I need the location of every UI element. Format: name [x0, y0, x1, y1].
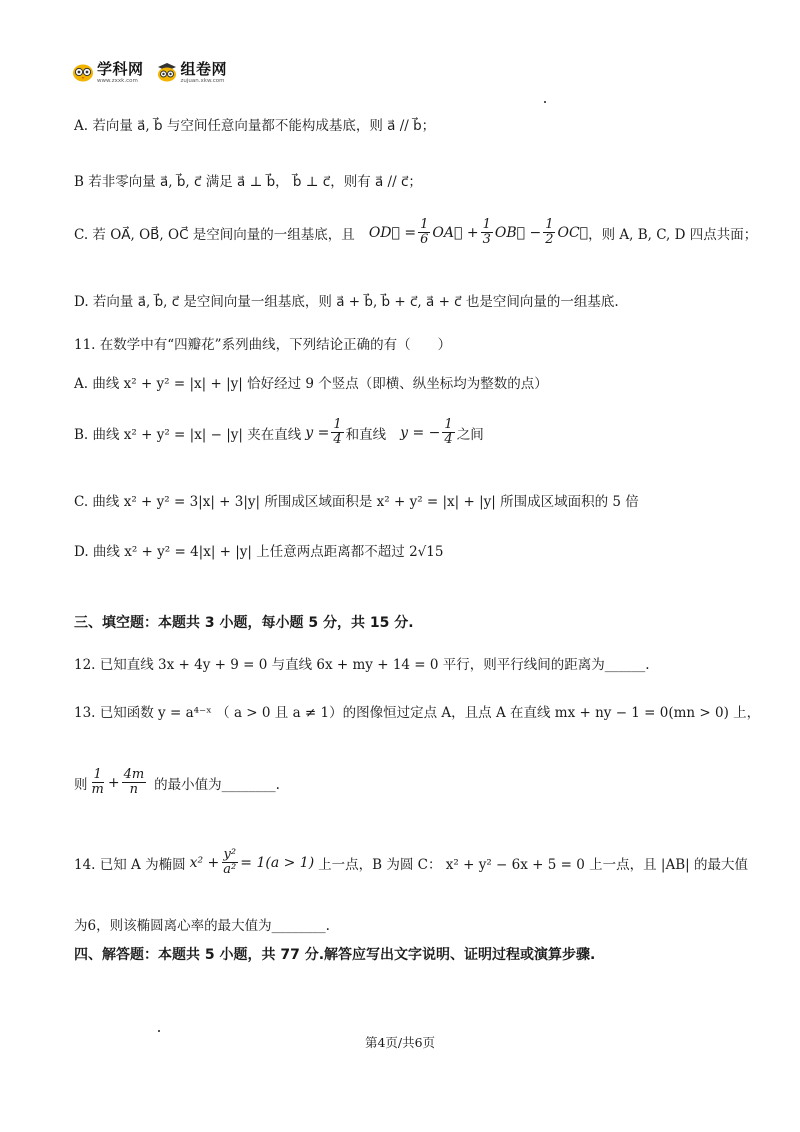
frac-den: 6: [420, 232, 429, 248]
logo1-name: 学科网: [97, 60, 144, 78]
q11-b-y1: y =: [305, 425, 330, 442]
q10-c-t2: OB⃗ −: [494, 225, 542, 242]
logo2-url: zujuan.xkw.com: [180, 78, 225, 84]
q14-post: 上一点，B 为圆 C： x² + y² − 6x + 5 = 0 上一点，且 |AB| 的最大值: [318, 857, 748, 874]
q11-option-c: C. 曲线 x² + y² = 3|x| + 3|y| 所围成区域面积是 x² + y² = |x| + |y| 所围成区域面积的 5 倍: [74, 494, 639, 510]
q11-b-frac1: [331, 418, 343, 448]
graduate-owl-icon: [156, 62, 178, 82]
frac-num: 1: [482, 217, 491, 232]
frac-num: 1: [420, 217, 429, 232]
q13-line2-post: 的最小值为________.: [154, 777, 280, 794]
q13-line2-pre: 则: [74, 777, 88, 794]
q10-option-a: A. 若向量 a⃗, b⃗ 与空间任意向量都不能构成基底，则 a⃗ // b⃗；: [74, 118, 436, 134]
frac-num: 1: [545, 217, 554, 232]
q14-frac: [221, 848, 238, 878]
q10-c-t1: OA⃗ +: [432, 225, 479, 242]
q11-b-post: 之间: [456, 427, 484, 444]
q14-eq-b: = 1(a > 1): [240, 855, 315, 872]
q14-pre: 14. 已知 A 为椭圆: [74, 857, 186, 874]
frac-den: n: [129, 782, 139, 798]
q10-c-pre: C. 若 OA⃗, OB⃗, OC⃗ 是空间向量的一组基底，且: [74, 227, 355, 244]
q13-line2: [74, 768, 280, 798]
q10-option-c: [74, 218, 757, 248]
q14-line2: 为6，则该椭圆离心率的最大值为________.: [74, 918, 330, 934]
frac-num: 1: [93, 767, 102, 782]
q11-option-b: [74, 418, 484, 448]
q10-c-post: ，则 A, B, C, D 四点共面；: [588, 227, 758, 244]
q10-c-frac1: [418, 218, 430, 248]
q12-text: 12. 已知直线 3x + 4y + 9 = 0 与直线 6x + my + 14 = 0 平行，则平行线间的距离为______.: [74, 657, 650, 673]
frac-den: 4: [333, 432, 342, 448]
owl-logo-icon: [72, 62, 94, 82]
q11-b-frac2: [442, 418, 454, 448]
q10-option-b: B 若非零向量 a⃗, b⃗, c⃗ 满足 a⃗ ⊥ b⃗， b⃗ ⊥ c⃗，则有 a⃗ // c⃗；: [74, 174, 422, 190]
header-logos: [72, 62, 227, 85]
frac-den: 4: [444, 432, 453, 448]
logo2-name: 组卷网: [180, 60, 228, 78]
q10-c-t3: OC⃗: [557, 225, 589, 242]
q13-frac1: [90, 768, 106, 798]
frac-num: 1: [444, 417, 453, 432]
q11-b-mid: 和直线: [345, 427, 387, 444]
zujuan-logo: [156, 62, 228, 85]
q11-b-pre: B. 曲线 x² + y² = |x| − |y| 夹在直线: [74, 427, 302, 444]
page-number: 第4页/共6页: [364, 1035, 436, 1050]
frac-num: 4m: [123, 767, 145, 782]
q10-c-lhs: OD⃗ =: [368, 225, 417, 242]
frac-num: 1: [333, 417, 342, 432]
q13-frac2: [122, 768, 147, 798]
q11-b-y2: y = −: [400, 425, 441, 442]
frac-den: m: [91, 782, 104, 798]
q10-c-frac3: [543, 218, 555, 248]
q14-eq-a: x² +: [189, 855, 220, 872]
frac-den: 3: [482, 232, 491, 248]
frac-den: a²: [223, 862, 237, 878]
q11-stem: 11. 在数学中有“四瓣花”系列曲线，下列结论正确的有（ ）: [74, 337, 452, 353]
frac-den: 2: [545, 232, 554, 248]
frac-num: y²: [223, 847, 237, 862]
q10-option-d: D. 若向量 a⃗, b⃗, c⃗ 是空间向量一组基底，则 a⃗ + b⃗, b⃗ + c⃗, a⃗ + c⃗ 也是空间向量的一组基底.: [74, 294, 619, 310]
zxxk-logo: [72, 62, 144, 85]
q13-line1: 13. 已知函数 y = a⁴⁻ˣ （ a > 0 且 a ≠ 1）的图像恒过定点 A，且点 A 在直线 mx + ny − 1 = 0(mn > 0) 上，: [74, 705, 761, 721]
scan-dot: [158, 1030, 160, 1032]
q14-line1: [74, 848, 748, 878]
scan-dot: [544, 101, 546, 103]
q11-option-d: D. 曲线 x² + y² = 4|x| + |y| 上任意两点距离都不超过 2√15: [74, 544, 444, 560]
section4-title: 四、解答题：本题共 5 小题，共 77 分.解答应写出文字说明、证明过程或演算步骤.: [74, 947, 596, 963]
logo1-url: www.zxxk.com: [97, 78, 138, 84]
q10-c-frac2: [481, 218, 493, 248]
q13-plus: +: [107, 775, 120, 792]
section3-title: 三、填空题：本题共 3 小题，每小题 5 分，共 15 分.: [74, 615, 414, 631]
q11-option-a: A. 曲线 x² + y² = |x| + |y| 恰好经过 9 个竖点（即横、纵坐标均为整数的点）: [74, 376, 548, 392]
